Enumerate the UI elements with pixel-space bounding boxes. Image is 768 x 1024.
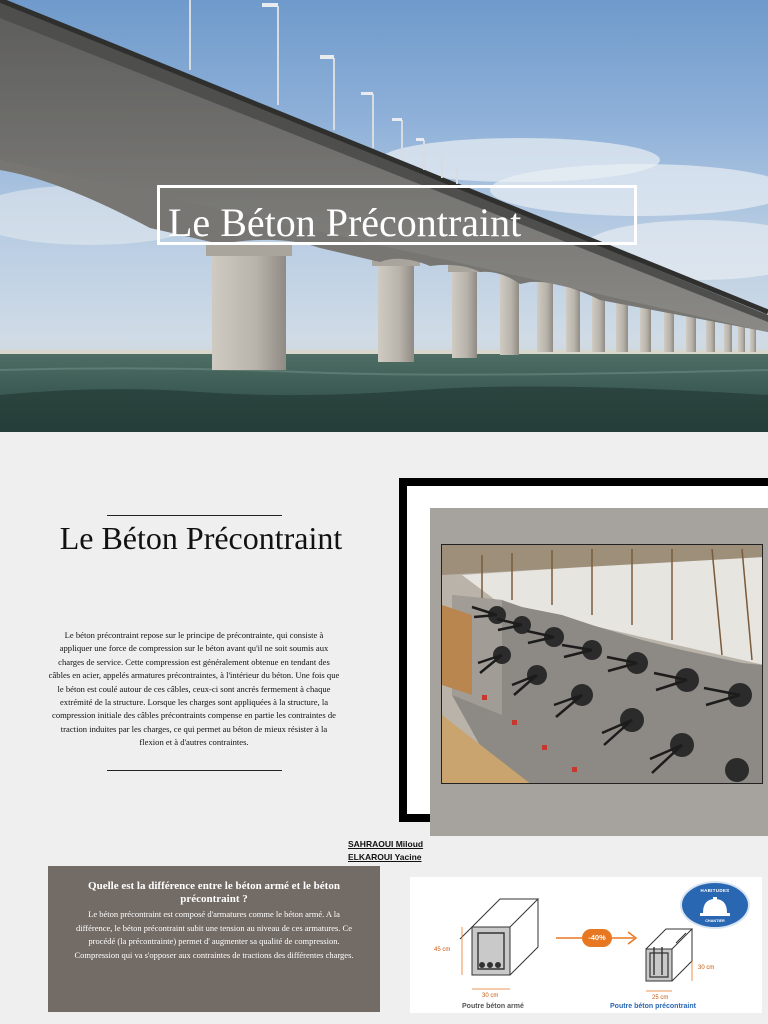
- intro-paragraph: Le béton précontraint repose sur le principe de précontrainte, qui consiste à appliquer une force de compression sur le béton avant qu'il ne soit soumis aux charges de service. Cette compression est généralement obtenue en tendant des câbles en acier, appelés armatures précontraintes, à l'intérieur du béton. Une fois que le béton est coulé autour de ces câbles, ceux-ci sont ancrés fermement à chaque extrémité de la structure. Lorsque les charges sont appliquées à la structure, la compression initiale des câbles précontraints compense en partie les contraintes de traction induites par les charges, ce qui permet au béton de mieux résister à la flexion et à d'autres contraintes.: [48, 630, 340, 748]
- reduction-badge: -40%: [582, 929, 612, 947]
- hero-banner: [0, 0, 768, 432]
- prestressed-beam-drawing: [646, 929, 692, 981]
- author-name: ELKAROUI Yacine: [348, 852, 422, 862]
- authors-block: [348, 838, 423, 864]
- logo-top-text: HABITUDES: [700, 888, 730, 893]
- author-name: SAHRAOUI Miloud: [348, 839, 424, 849]
- hero-title: Le Béton Précontraint: [168, 200, 522, 245]
- right-width-label: 25 cm: [652, 995, 669, 1001]
- question-body: Le béton précontraint est composé d'armatures comme le béton armé. A la différence, le béton précontraint subit une tension au niveau de ces armatures. Ce procédé (la précontrainte) permet d' augmenter sa qualité de compression. Compression qui va s'opposer aux contraintes de tractions des différentes charges.: [74, 909, 354, 960]
- left-beam-caption: Poutre béton armé: [462, 1003, 524, 1010]
- left-width-label: 30 cm: [482, 993, 499, 999]
- question-title: Quelle est la différence entre le béton armé et le béton précontraint ?: [88, 880, 340, 905]
- intro-bottom-rule: [107, 770, 282, 771]
- section-title: Le Béton Précontraint: [59, 520, 343, 556]
- beam-comparison-diagram: [410, 877, 762, 1013]
- question-box: [48, 866, 380, 1012]
- right-beam-caption: Poutre béton précontraint: [610, 1003, 696, 1010]
- logo-bottom-text: CHANTIER: [705, 919, 725, 923]
- reinforced-beam-drawing: [460, 899, 538, 975]
- left-height-label: 45 cm: [434, 947, 451, 953]
- right-height-label: 30 cm: [698, 965, 715, 971]
- prestressing-anchors-image: [442, 545, 763, 784]
- anchorage-photo: [441, 544, 763, 784]
- title-top-rule: [107, 515, 282, 516]
- hero-title-frame: [157, 185, 637, 245]
- brand-logo: [680, 881, 750, 929]
